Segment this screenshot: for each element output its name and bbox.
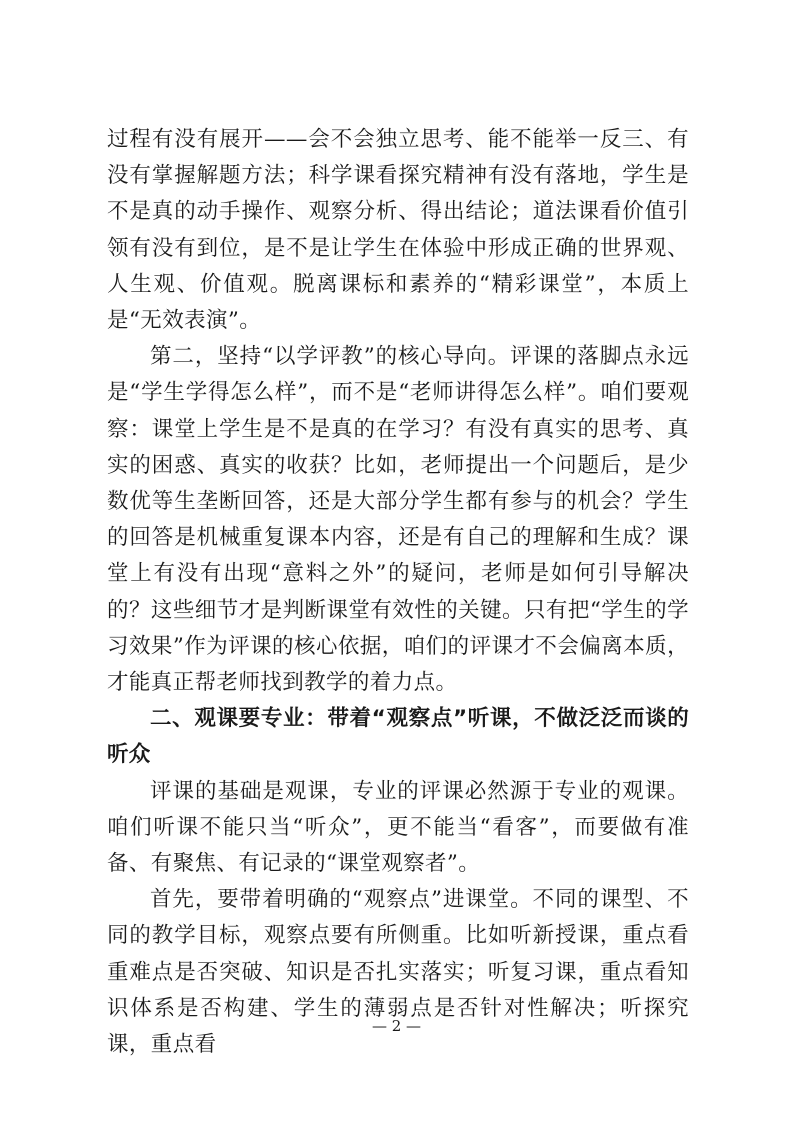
- document-body: [107, 122, 689, 1063]
- paragraph-observation-points: 首先，要带着明确的“观察点”进课堂。不同的课型、不同的教学目标，观察点要有所侧重。比如听新授课，重点看重难点是否突破、知识是否扎实落实；听复习课，重点看知识体系是否构建、学生的薄弱点是否针对性解决；听探究课，重点看: [107, 887, 689, 1058]
- paragraph-observation-basis: 评课的基础是观课，专业的评课必然源于专业的观课。咱们听课不能只当“听众”，更不能当“看客”，而要做有准备、有聚焦、有记录的“课堂观察者”。: [107, 778, 689, 877]
- page-number: — 2 —: [371, 1017, 422, 1035]
- section-heading-2: 二、观课要专业：带着“观察点”听课，不做泛泛而谈的听众: [107, 706, 689, 768]
- paragraph-learning-oriented: 第二，坚持“以学评教”的核心导向。评课的落脚点永远是“学生学得怎么样”，而不是“老师讲得怎么样”。咱们要观察：课堂上学生是不是真的在学习？有没有真实的思考、真实的困惑、真实的收获？比如，老师提出一个问题后，是少数优等生垄断回答，还是大部分学生都有参与的机会？学生的回答是机械重复课本内容，还是有自己的理解和生成？课堂上有没有出现“意料之外”的疑问，老师是如何引导解决的？这些细节才是判断课堂有效性的关键。只有把“学生的学习效果”作为评课的核心依据，咱们的评课才不会偏离本质，才能真正帮老师找到教学的着力点。: [107, 344, 689, 696]
- paragraph-continuation: 过程有没有展开——会不会独立思考、能不能举一反三、有没有掌握解题方法；科学课看探究精神有没有落地，学生是不是真的动手操作、观察分析、得出结论；道法课看价值引领有没有到位，是不是让学生在体验中形成正确的世界观、人生观、价值观。脱离课标和素养的“精彩课堂”，本质上是“无效表演”。: [107, 127, 689, 334]
